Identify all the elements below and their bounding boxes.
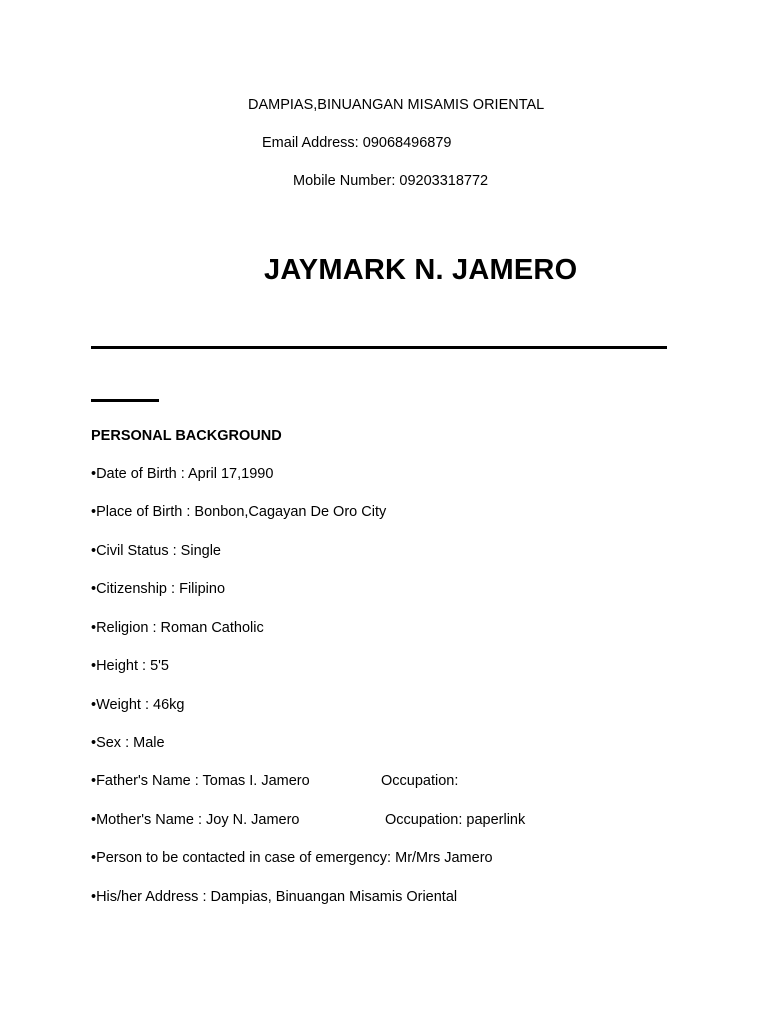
detail-father <box>91 772 691 790</box>
detail-civil-status: •Civil Status : Single <box>91 543 221 559</box>
detail-religion: •Religion : Roman Catholic <box>91 620 264 636</box>
detail-citizenship: •Citizenship : Filipino <box>91 581 226 597</box>
mobile-value: 09203318772 <box>399 173 489 189</box>
detail-weight: •Weight : 46kg <box>91 697 185 713</box>
email-value: 09068496879 <box>362 135 452 151</box>
email-line <box>262 134 451 152</box>
father-name: •Father's Name : Tomas I. Jamero <box>91 773 310 789</box>
mobile-line <box>293 172 488 190</box>
email-label: Email Address: <box>262 135 359 151</box>
detail-place-of-birth: •Place of Birth : Bonbon,Cagayan De Oro City <box>91 504 387 520</box>
detail-mother <box>91 811 691 829</box>
mother-name: •Mother's Name : Joy N. Jamero <box>91 812 300 828</box>
detail-date-of-birth: •Date of Birth : April 17,1990 <box>91 466 274 482</box>
detail-contact-address: •His/her Address : Dampias, Binuangan Misamis Oriental <box>91 889 458 905</box>
separator-rule-continuation <box>91 399 159 402</box>
father-occupation: Occupation: <box>381 773 459 789</box>
section-title: PERSONAL BACKGROUND <box>91 428 282 444</box>
address-line: DAMPIAS,BINUANGAN MISAMIS ORIENTAL <box>248 97 545 113</box>
applicant-name: JAYMARK N. JAMERO <box>264 254 578 286</box>
mobile-label: Mobile Number: <box>293 173 396 189</box>
detail-emergency-contact: •Person to be contacted in case of emergency: Mr/Mrs Jamero <box>91 850 493 866</box>
detail-height: •Height : 5'5 <box>91 658 169 674</box>
detail-sex: •Sex : Male <box>91 735 165 751</box>
mother-occupation: Occupation: paperlink <box>385 812 526 828</box>
separator-rule <box>91 346 667 349</box>
